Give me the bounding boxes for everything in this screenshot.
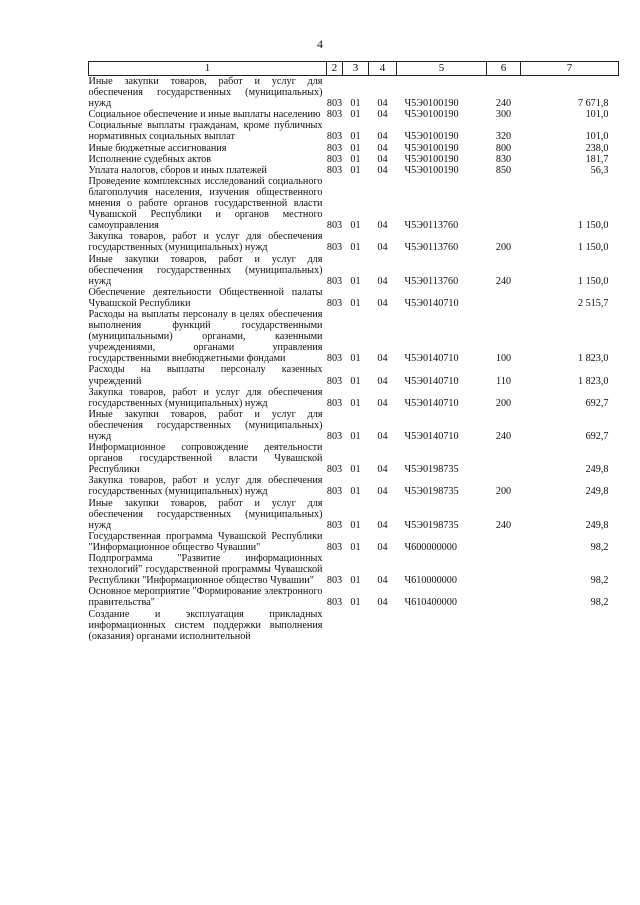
row-amount: 692,7 xyxy=(585,431,609,442)
row-subsection-code: 04 xyxy=(377,142,388,154)
row-ministry-code: 803 xyxy=(326,541,343,553)
page-number: 4 xyxy=(317,37,323,51)
row-ministry-code: 803 xyxy=(326,519,343,531)
row-target-article xyxy=(397,609,487,642)
row-section-code: 01 xyxy=(350,397,361,409)
table-row xyxy=(89,309,619,364)
table-row xyxy=(89,120,619,142)
row-section-code: 01 xyxy=(350,275,361,287)
row-name: Расходы на выплаты персоналу казенных учреждений xyxy=(88,364,323,387)
row-amount: 249,8 xyxy=(585,464,609,476)
row-ministry-code: 803 xyxy=(326,98,343,110)
row-subsection-code: 04 xyxy=(377,353,388,365)
header-col-7: 7 xyxy=(521,62,619,76)
table-row xyxy=(89,254,619,287)
table-row xyxy=(89,498,619,531)
row-ministry-code: 803 xyxy=(326,375,343,387)
row-amount: 1 150,0 xyxy=(577,242,609,254)
header-col-3: 3 xyxy=(343,62,369,76)
row-section-code: 01 xyxy=(350,153,361,165)
row-expense-type: 850 xyxy=(495,164,512,176)
row-section-code: 01 xyxy=(350,220,361,232)
row-ministry-code: 803 xyxy=(326,486,343,498)
row-section-code: 01 xyxy=(350,164,361,176)
row-subsection-code: 04 xyxy=(377,431,388,442)
table-row xyxy=(89,475,619,497)
row-expense-type xyxy=(487,287,521,309)
row-amount: 1 823,0 xyxy=(577,375,609,387)
header-row xyxy=(89,62,619,76)
row-target-article: Ч5Э0198735 xyxy=(404,486,459,498)
row-name: Государственная программа Чувашской Республики "Информационное общество Чувашии" xyxy=(88,530,323,553)
row-subsection-code: 04 xyxy=(377,275,388,287)
row-ministry-code: 803 xyxy=(326,153,343,165)
table-row xyxy=(89,76,619,110)
row-name: Уплата налогов, сборов и иных платежей xyxy=(88,164,267,176)
header-col-2: 2 xyxy=(327,62,343,76)
row-subsection-code: 04 xyxy=(377,597,388,609)
row-target-article: Ч610000000 xyxy=(404,575,457,587)
row-section-code: 01 xyxy=(350,597,361,609)
row-name: Создание и эксплуатация прикладных информационных систем поддержки выполнения (оказания) органами исполнительной xyxy=(88,608,323,642)
row-amount: 2 515,7 xyxy=(577,297,609,309)
row-target-article: Ч610400000 xyxy=(404,597,457,609)
row-target-article: Ч5Э0113760 xyxy=(404,242,459,254)
row-target-article: Ч5Э0140710 xyxy=(404,431,459,442)
row-expense-type xyxy=(487,531,521,553)
row-target-article: Ч5Э0140710 xyxy=(404,397,459,409)
row-target-article: Ч5Э0100190 xyxy=(404,131,459,143)
row-subsection-code: 04 xyxy=(377,98,388,110)
table-header xyxy=(89,62,619,76)
row-ministry-code: 803 xyxy=(326,575,343,587)
row-section-code: 01 xyxy=(350,109,361,121)
row-expense-type: 300 xyxy=(495,109,512,121)
row-target-article: Ч5Э0140710 xyxy=(404,297,459,309)
row-amount: 1 150,0 xyxy=(577,220,609,232)
row-section-code: 01 xyxy=(350,431,361,442)
row-amount: 101,0 xyxy=(585,131,609,143)
row-subsection-code: 04 xyxy=(377,131,388,143)
row-subsection-code: 04 xyxy=(377,519,388,531)
row-name: Социальные выплаты гражданам, кроме публичных нормативных социальных выплат xyxy=(88,120,323,143)
row-expense-type: 200 xyxy=(495,242,512,254)
row-amount: 101,0 xyxy=(585,109,609,121)
header-col-4: 4 xyxy=(369,62,397,76)
row-amount xyxy=(521,609,619,642)
row-name: Закупка товаров, работ и услуг для обеспечения государственных (муниципальных) нужд xyxy=(88,231,323,254)
row-expense-type: 240 xyxy=(495,275,512,287)
row-ministry-code: 803 xyxy=(326,164,343,176)
table-row xyxy=(89,176,619,231)
row-expense-type: 320 xyxy=(495,131,512,143)
row-name: Иные закупки товаров, работ и услуг для обеспечения государственных (муниципальных) нужд xyxy=(88,497,323,531)
row-target-article: Ч5Э0100190 xyxy=(404,164,459,176)
row-target-article: Ч5Э0100190 xyxy=(404,98,459,110)
row-section-code: 01 xyxy=(350,98,361,110)
row-amount: 98,2 xyxy=(590,541,609,553)
row-expense-type: 200 xyxy=(495,486,512,498)
table-row xyxy=(89,531,619,553)
row-section-code: 01 xyxy=(350,464,361,476)
row-expense-type xyxy=(487,176,521,231)
row-amount: 56,3 xyxy=(590,164,609,176)
row-amount: 98,2 xyxy=(590,597,609,609)
table-row xyxy=(89,154,619,165)
row-name: Иные закупки товаров, работ и услуг для обеспечения государственных (муниципальных) нужд xyxy=(88,408,323,442)
row-expense-type: 240 xyxy=(495,519,512,531)
table-row xyxy=(89,231,619,253)
row-section-code: 01 xyxy=(350,242,361,254)
row-name: Иные бюджетные ассигнования xyxy=(88,142,227,154)
row-expense-type: 830 xyxy=(495,153,512,165)
row-name: Исполнение судебных актов xyxy=(88,153,212,165)
row-subsection-code: 04 xyxy=(377,575,388,587)
row-subsection-code: 04 xyxy=(377,164,388,176)
row-amount: 98,2 xyxy=(590,575,609,587)
row-section-code: 01 xyxy=(350,541,361,553)
table-row xyxy=(89,143,619,154)
row-amount: 181,7 xyxy=(585,153,609,165)
row-section-code: 01 xyxy=(350,142,361,154)
row-subsection-code: 04 xyxy=(377,220,388,232)
budget-table xyxy=(88,61,619,642)
row-ministry-code: 803 xyxy=(326,353,343,365)
row-subsection-code: 04 xyxy=(377,297,388,309)
row-target-article: Ч5Э0140710 xyxy=(404,375,459,387)
row-amount: 249,8 xyxy=(585,486,609,498)
row-ministry-code: 803 xyxy=(326,220,343,232)
row-section-code xyxy=(343,609,369,642)
table-body xyxy=(89,76,619,642)
row-target-article: Ч5Э0198735 xyxy=(404,464,459,476)
row-expense-type xyxy=(487,442,521,475)
table-row xyxy=(89,442,619,475)
row-expense-type: 240 xyxy=(495,431,512,442)
row-ministry-code: 803 xyxy=(326,142,343,154)
row-expense-type xyxy=(487,553,521,586)
table-row xyxy=(89,364,619,386)
row-name: Расходы на выплаты персоналу в целях обеспечения выполнения функций государственными (муниципальными) органами, казенными учреждениями, органами управления государственными внебюджетными фондами xyxy=(88,308,323,365)
header-col-1: 1 xyxy=(89,62,327,76)
row-name: Иные закупки товаров, работ и услуг для обеспечения государственных (муниципальных) нужд xyxy=(88,76,323,110)
row-target-article: Ч5Э0113760 xyxy=(404,275,459,287)
row-name: Обеспечение деятельности Общественной палаты Чувашской Республики xyxy=(88,286,323,309)
row-name: Социальное обеспечение и иные выплаты населению xyxy=(88,109,321,121)
row-target-article: Ч5Э0198735 xyxy=(404,519,459,531)
row-ministry-code: 803 xyxy=(326,242,343,254)
row-subsection-code: 04 xyxy=(377,153,388,165)
row-section-code: 01 xyxy=(350,353,361,365)
row-ministry-code: 803 xyxy=(326,131,343,143)
row-expense-type: 800 xyxy=(495,142,512,154)
row-name: Основное мероприятие "Формирование электронного правительства" xyxy=(88,586,323,609)
row-ministry-code: 803 xyxy=(326,297,343,309)
row-target-article: Ч5Э0100190 xyxy=(404,142,459,154)
row-expense-type xyxy=(487,609,521,642)
row-target-article: Ч5Э0100190 xyxy=(404,153,459,165)
table-row xyxy=(89,109,619,120)
row-ministry-code: 803 xyxy=(326,431,343,442)
row-target-article: Ч5Э0113760 xyxy=(404,220,459,232)
row-expense-type: 110 xyxy=(496,375,511,387)
table-row xyxy=(89,287,619,309)
row-name: Закупка товаров, работ и услуг для обеспечения государственных (муниципальных) нужд xyxy=(88,475,323,498)
row-amount: 1 823,0 xyxy=(577,353,609,365)
row-ministry-code xyxy=(327,609,343,642)
table-row xyxy=(89,609,619,642)
row-ministry-code: 803 xyxy=(326,275,343,287)
row-amount: 1 150,0 xyxy=(577,275,609,287)
row-subsection-code xyxy=(369,609,397,642)
row-target-article: Ч5Э0100190 xyxy=(404,109,459,121)
row-section-code: 01 xyxy=(350,486,361,498)
row-subsection-code: 04 xyxy=(377,464,388,476)
row-expense-type: 240 xyxy=(495,98,512,110)
row-target-article: Ч600000000 xyxy=(404,541,457,553)
row-amount: 238,0 xyxy=(585,142,609,154)
header-col-5: 5 xyxy=(397,62,487,76)
row-expense-type: 100 xyxy=(495,353,512,365)
row-section-code: 01 xyxy=(350,519,361,531)
row-section-code: 01 xyxy=(350,131,361,143)
row-target-article: Ч5Э0140710 xyxy=(404,353,459,365)
row-subsection-code: 04 xyxy=(377,109,388,121)
table-row xyxy=(89,165,619,176)
row-subsection-code: 04 xyxy=(377,242,388,254)
table-row xyxy=(89,387,619,409)
row-ministry-code: 803 xyxy=(326,397,343,409)
row-subsection-code: 04 xyxy=(377,397,388,409)
row-ministry-code: 803 xyxy=(326,109,343,121)
row-name: Закупка товаров, работ и услуг для обеспечения государственных (муниципальных) нужд xyxy=(88,386,323,409)
row-section-code: 01 xyxy=(350,297,361,309)
row-name: Проведение комплексных исследований социального благополучия населения, изучения общественного мнения о работе органов государственной власти Чувашской Республики и органов местного самоуправления xyxy=(88,175,323,232)
header-col-6: 6 xyxy=(487,62,521,76)
row-section-code: 01 xyxy=(350,575,361,587)
row-amount: 692,7 xyxy=(585,397,609,409)
row-name: Подпрограмма "Развитие информационных технологий" государственной программы Чувашской Республики "Информационное общество Чувашии" xyxy=(88,553,323,587)
row-ministry-code: 803 xyxy=(326,464,343,476)
table-row xyxy=(89,553,619,586)
row-subsection-code: 04 xyxy=(377,486,388,498)
row-ministry-code: 803 xyxy=(326,597,343,609)
row-subsection-code: 04 xyxy=(377,541,388,553)
row-amount: 249,8 xyxy=(585,519,609,531)
row-amount: 7 671,8 xyxy=(577,98,609,110)
table-row xyxy=(89,586,619,608)
row-name: Иные закупки товаров, работ и услуг для обеспечения государственных (муниципальных) нужд xyxy=(88,253,323,287)
row-subsection-code: 04 xyxy=(377,375,388,387)
row-expense-type xyxy=(487,586,521,608)
table-row xyxy=(89,409,619,442)
row-expense-type: 200 xyxy=(495,397,512,409)
row-section-code: 01 xyxy=(350,375,361,387)
row-name: Информационное сопровождение деятельности органов государственной власти Чувашской Республики xyxy=(88,442,323,476)
